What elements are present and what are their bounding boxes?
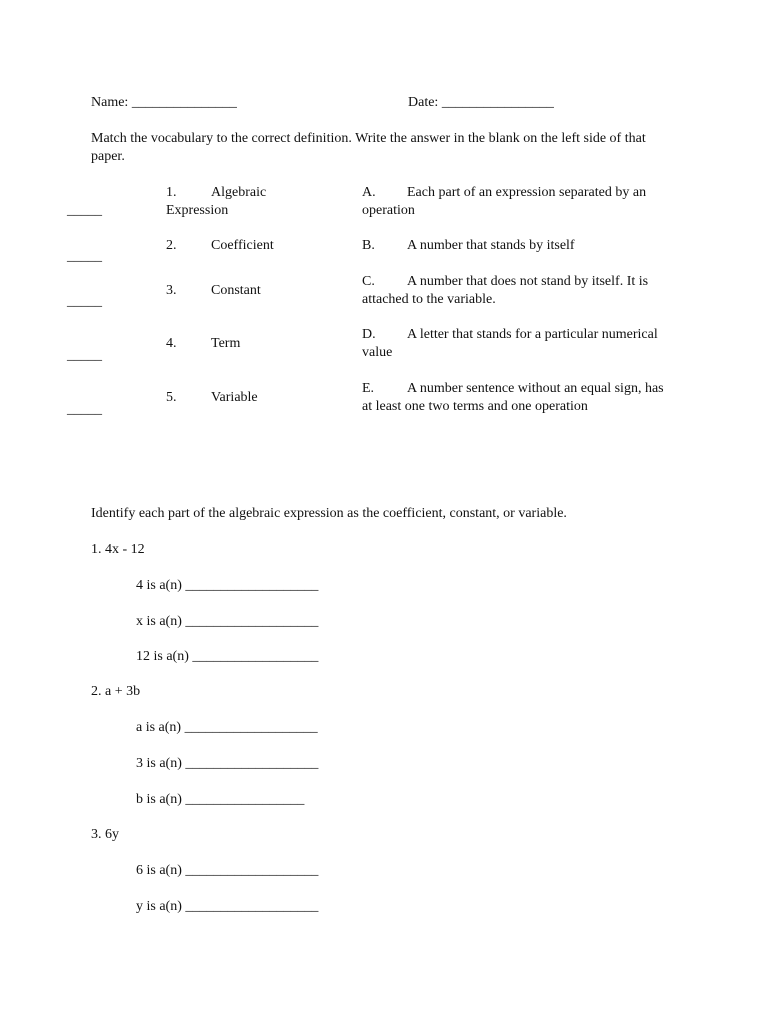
problem-2-item-3[interactable]: b is a(n) _________________: [136, 792, 305, 807]
problem-1-item-1[interactable]: 4 is a(n) ___________________: [136, 578, 319, 593]
term-number: 2.: [166, 238, 177, 253]
definition-b: [362, 237, 575, 255]
definition-a-line2: operation: [362, 203, 415, 218]
term-word: Term: [211, 336, 241, 351]
definition-letter: A.: [362, 185, 376, 200]
problem-1-item-2[interactable]: x is a(n) ___________________: [136, 614, 319, 629]
problem-3-item-2[interactable]: y is a(n) ___________________: [136, 899, 319, 914]
term-number: 1.: [166, 185, 177, 200]
definition-letter: E.: [362, 381, 375, 396]
definition-c: [362, 273, 648, 291]
definition-text: Each part of an expression separated by an: [407, 185, 647, 200]
problem-3-expression: 3. 6y: [91, 827, 119, 842]
term-5: [166, 389, 258, 407]
definition-letter: B.: [362, 238, 375, 253]
definition-e-line2: at least one two terms and one operation: [362, 399, 588, 414]
definition-letter: C.: [362, 274, 375, 289]
answer-blank-2[interactable]: _____: [67, 249, 102, 264]
answer-blank-4[interactable]: _____: [67, 348, 102, 363]
term-3: [166, 282, 261, 300]
term-word: Coefficient: [211, 238, 274, 253]
term-word: Algebraic: [211, 185, 267, 200]
definition-a: [362, 184, 646, 202]
definition-e: [362, 380, 664, 398]
problem-1-expression: 1. 4x - 12: [91, 542, 145, 557]
answer-blank-5[interactable]: _____: [67, 402, 102, 417]
term-word: Variable: [211, 390, 258, 405]
definition-text: A number that stands by itself: [407, 238, 575, 253]
definition-letter: D.: [362, 327, 376, 342]
term-2: [166, 237, 274, 255]
term-1: [166, 184, 266, 202]
problem-2-item-2[interactable]: 3 is a(n) ___________________: [136, 756, 319, 771]
term-number: 5.: [166, 390, 177, 405]
definition-text: A letter that stands for a particular numerical: [407, 327, 658, 342]
problem-1-item-3[interactable]: 12 is a(n) __________________: [136, 649, 319, 664]
definition-c-line2: attached to the variable.: [362, 292, 496, 307]
answer-blank-3[interactable]: _____: [67, 294, 102, 309]
definition-text: A number that does not stand by itself. It is: [407, 274, 649, 289]
definition-text: A number sentence without an equal sign, has: [407, 381, 664, 396]
term-word: Constant: [211, 283, 261, 298]
definition-d: [362, 326, 658, 344]
problem-2-item-1[interactable]: a is a(n) ___________________: [136, 720, 318, 735]
date-field-label[interactable]: Date: ________________: [408, 95, 554, 110]
term-number: 3.: [166, 283, 177, 298]
term-number: 4.: [166, 336, 177, 351]
problem-2-expression: 2. a + 3b: [91, 684, 141, 699]
term-4: [166, 335, 240, 353]
answer-blank-1[interactable]: _____: [67, 203, 102, 218]
problem-3-item-1[interactable]: 6 is a(n) ___________________: [136, 863, 319, 878]
term-1-line2: Expression: [166, 203, 229, 218]
definition-d-line2: value: [362, 345, 393, 360]
name-field-label[interactable]: Name: _______________: [91, 95, 237, 110]
identify-instructions: Identify each part of the algebraic expression as the coefficient, constant, or variable.: [91, 506, 567, 521]
matching-instructions: Match the vocabulary to the correct definition. Write the answer in the blank on the left side of that paper.: [91, 131, 646, 164]
